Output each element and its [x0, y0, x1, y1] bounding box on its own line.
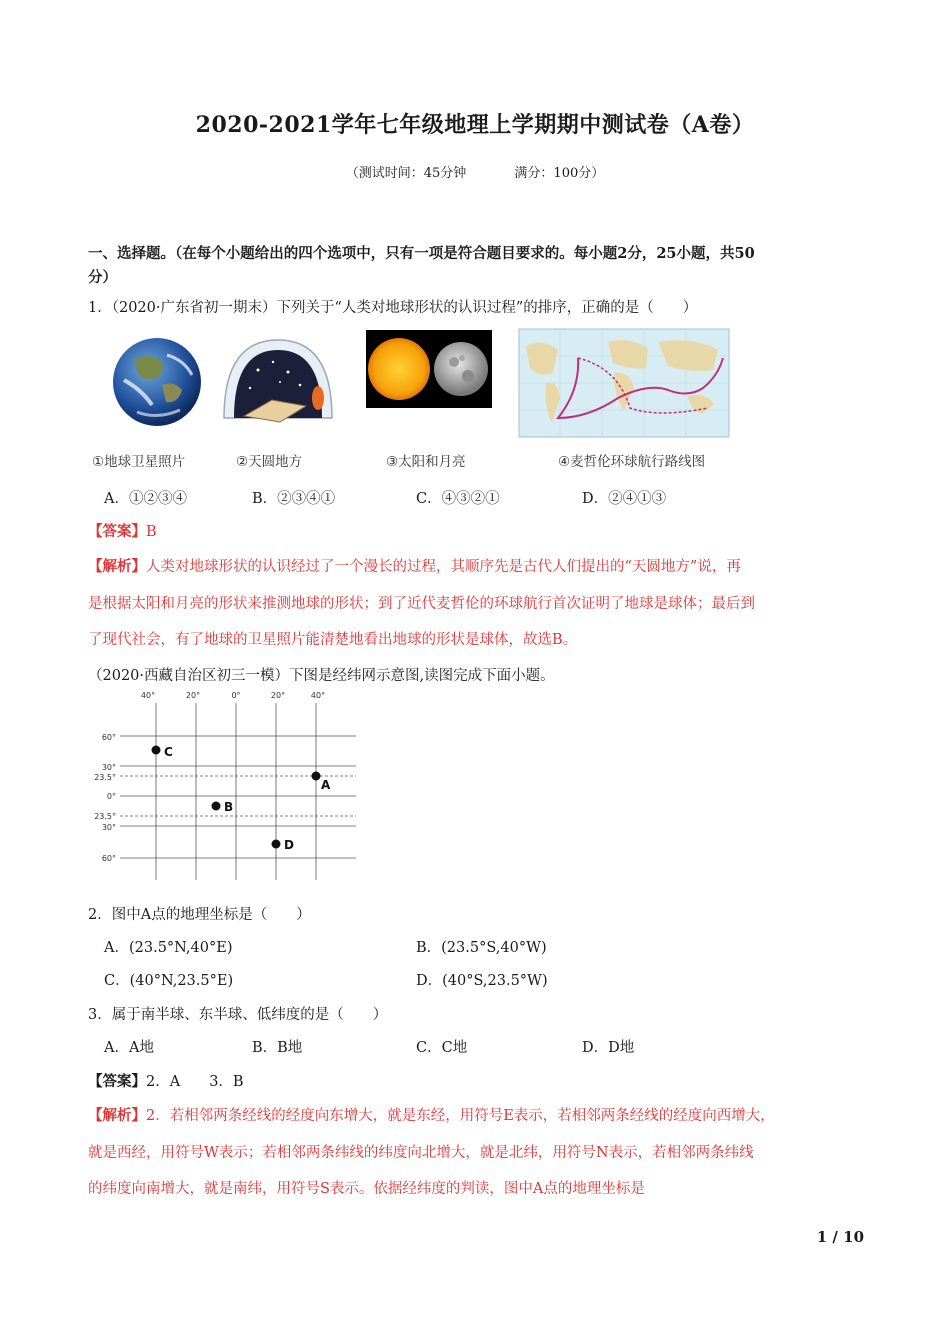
- answer-tag: 【答案】: [88, 523, 146, 540]
- q1-analysis-line-3: 了现代社会，有了地球的卫星照片能清楚地看出地球的形状是球体，故选B。: [88, 632, 578, 648]
- q2-option-b: B．(23.5°S,40°W): [416, 940, 547, 956]
- answer-value: B: [146, 524, 157, 540]
- lon-label-40w: 40°: [140, 691, 156, 700]
- q1-option-a: A．①②③④: [104, 491, 187, 507]
- q2-option-c: C．(40°N,23.5°E): [104, 973, 234, 989]
- lon-label-20e: 20°: [270, 691, 286, 700]
- section-heading: 一、选择题。（在每个小题给出的四个选项中，只有一项是符合题目要求的。每小题2分，25小题，共50: [88, 245, 755, 262]
- lon-label-0: 0°: [231, 691, 241, 700]
- caption-earth-photo: ①地球卫星照片: [92, 454, 186, 470]
- q1-analysis-line-2: 是根据太阳和月亮的形状来推测地球的形状；到了近代麦哲伦的环球航行首次证明了地球是球体；最后到: [88, 596, 755, 612]
- analysis-tag-2: 【解析】: [88, 1107, 146, 1124]
- page-number: 1 / 10: [816, 1228, 864, 1246]
- q3-option-b: B．B地: [252, 1040, 303, 1056]
- section-heading-cont: 分）: [88, 269, 117, 286]
- analysis-2-line-3: 的纬度向南增大，就是南纬，用符号S表示。依据经纬度的判读，图中A点的地理坐标是: [88, 1181, 645, 1197]
- caption-round-sky: ②天圆地方: [236, 454, 303, 470]
- lat-label-30s: 30°: [101, 823, 116, 832]
- lat-label-23n: 23.5°: [94, 773, 116, 782]
- lat-label-23s: 23.5°: [94, 812, 116, 821]
- lat-label-0: 0°: [106, 792, 116, 801]
- q3-option-a: A．A地: [104, 1040, 154, 1056]
- q1-answer: [88, 520, 157, 541]
- point-a: [312, 772, 321, 781]
- analysis-tag: 【解析】: [88, 558, 146, 575]
- earth-satellite-image: [112, 330, 202, 435]
- answers-text: 2．A 3．B: [146, 1074, 244, 1090]
- point-c: [152, 746, 161, 755]
- q1-option-c: C．④③②①: [416, 491, 500, 507]
- analysis-2-line-2: 就是西经，用符号W表示；若相邻两条纬线的纬度向北增大，就是北纬，用符号N表示，若相邻两条纬线: [88, 1145, 754, 1161]
- q2-option-a: A．(23.5°N,40°E): [104, 940, 233, 956]
- answers-2-3: [88, 1070, 244, 1091]
- question-2-stem: 2．图中A点的地理坐标是（ ）: [88, 907, 311, 923]
- q1-analysis-line-1: [88, 555, 741, 576]
- point-b: [212, 802, 221, 811]
- lon-label-40e: 40°: [310, 691, 326, 700]
- question-1-figures: [88, 330, 748, 480]
- label-c: C: [164, 745, 173, 759]
- q2-option-d: D．(40°S,23.5°W): [416, 973, 548, 989]
- exam-score: 满分：100分）: [514, 166, 605, 181]
- answers-tag: 【答案】: [88, 1073, 146, 1090]
- exam-time: （测试时间：45分钟: [345, 166, 467, 181]
- label-d: D: [284, 838, 294, 852]
- group-intro: （2020·西藏自治区初三一模）下图是经纬网示意图,读图完成下面小题。: [88, 668, 555, 684]
- lat-label-60n: 60°: [101, 733, 116, 742]
- lat-label-60s: 60°: [101, 854, 116, 863]
- magellan-route-map: [518, 328, 730, 438]
- page-title: 2020-2021学年七年级地理上学期期中测试卷（A卷）: [195, 112, 755, 138]
- q1-option-b: B．②③④①: [252, 491, 336, 507]
- graticule-diagram: [88, 688, 368, 883]
- point-d: [272, 840, 281, 849]
- analysis-2-text: 2．若相邻两条经线的经度向东增大，就是东经，用符号E表示，若相邻两条经线的经度向西增大，: [146, 1108, 775, 1124]
- lon-label-20w: 20°: [185, 691, 201, 700]
- q3-option-c: C．C地: [416, 1040, 468, 1056]
- caption-magellan: ④麦哲伦环球航行路线图: [558, 454, 706, 470]
- analysis-2-line-1: [88, 1104, 775, 1125]
- question-1-stem: 1．（2020·广东省初一期末）下列关于“人类对地球形状的认识过程”的排序，正确的是（ ）: [88, 300, 698, 316]
- round-sky-square-earth-image: [218, 330, 338, 430]
- analysis-text: 人类对地球形状的认识经过了一个漫长的过程，其顺序先是古代人们提出的“天圆地方”说，再: [146, 559, 741, 575]
- q3-option-d: D．D地: [582, 1040, 635, 1056]
- question-3-stem: 3．属于南半球、东半球、低纬度的是（ ）: [88, 1007, 388, 1023]
- label-b: B: [224, 800, 234, 814]
- exam-info: [0, 162, 950, 181]
- caption-sun-moon: ③太阳和月亮: [386, 454, 466, 470]
- label-a: A: [321, 778, 331, 792]
- sun-and-moon-image: [366, 330, 492, 408]
- lat-label-30n: 30°: [101, 763, 116, 772]
- q1-option-d: D．②④①③: [582, 491, 667, 507]
